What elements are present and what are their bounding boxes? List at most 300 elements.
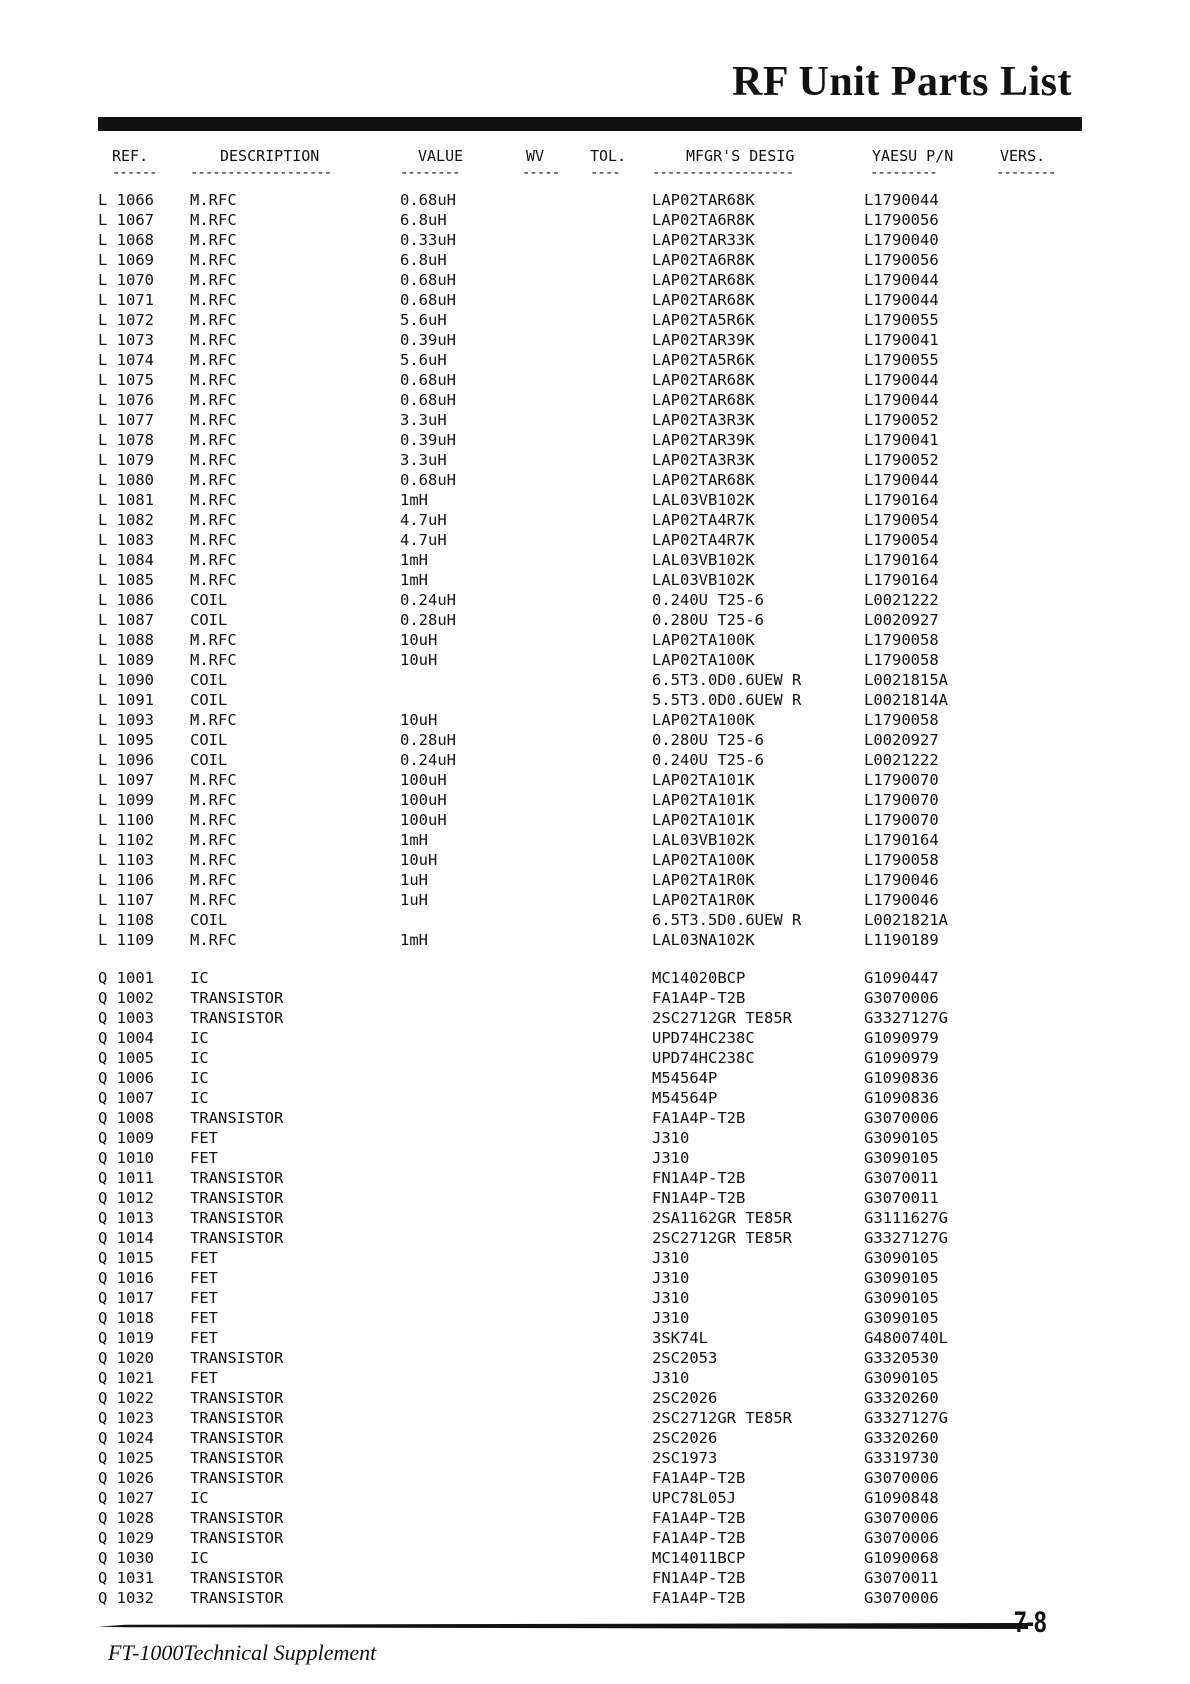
description-cell: COIL — [190, 911, 228, 929]
mfgr-cell: UPD74HC238C — [652, 1029, 755, 1047]
ref-cell: Q 1013 — [98, 1209, 154, 1227]
col-rule-value: -------- — [400, 165, 460, 181]
ref-cell: L 1093 — [98, 711, 154, 729]
table-row — [0, 1588, 1190, 1608]
ref-cell: L 1091 — [98, 691, 154, 709]
table-row — [0, 930, 1190, 950]
ref-cell: L 1099 — [98, 791, 154, 809]
yaesu-pn-cell: G1090979 — [864, 1049, 939, 1067]
yaesu-pn-cell: G3327127G — [864, 1229, 948, 1247]
col-rule-tol: ---- — [590, 165, 620, 181]
yaesu-pn-cell: L1790056 — [864, 211, 939, 229]
table-row — [0, 710, 1190, 730]
description-cell: M.RFC — [190, 531, 237, 549]
ref-cell: L 1089 — [98, 651, 154, 669]
ref-cell: L 1071 — [98, 291, 154, 309]
description-cell: IC — [190, 1069, 209, 1087]
mfgr-cell: FA1A4P-T2B — [652, 1589, 746, 1607]
ref-cell: L 1095 — [98, 731, 154, 749]
ref-cell: L 1066 — [98, 191, 154, 209]
ref-cell: L 1076 — [98, 391, 154, 409]
value-cell: 0.28uH — [400, 731, 456, 749]
description-cell: TRANSISTOR — [190, 1189, 284, 1207]
yaesu-pn-cell: L1790058 — [864, 851, 939, 869]
value-cell: 10uH — [400, 851, 438, 869]
table-row — [0, 550, 1190, 570]
mfgr-cell: LAL03VB102K — [652, 551, 755, 569]
value-cell: 0.68uH — [400, 271, 456, 289]
table-row — [0, 1168, 1190, 1188]
mfgr-cell: LAP02TA6R8K — [652, 211, 755, 229]
mfgr-cell: FN1A4P-T2B — [652, 1569, 746, 1587]
ref-cell: Q 1019 — [98, 1329, 154, 1347]
ref-cell: Q 1006 — [98, 1069, 154, 1087]
yaesu-pn-cell: L0021222 — [864, 751, 939, 769]
table-row — [0, 870, 1190, 890]
table-row — [0, 190, 1190, 210]
table-row — [0, 670, 1190, 690]
ref-cell: Q 1004 — [98, 1029, 154, 1047]
ref-cell: L 1088 — [98, 631, 154, 649]
yaesu-pn-cell: L1790044 — [864, 471, 939, 489]
ref-cell: L 1069 — [98, 251, 154, 269]
description-cell: M.RFC — [190, 811, 237, 829]
mfgr-cell: LAP02TA100K — [652, 651, 755, 669]
description-cell: M.RFC — [190, 411, 237, 429]
yaesu-pn-cell: G4800740L — [864, 1329, 948, 1347]
ref-cell: L 1102 — [98, 831, 154, 849]
mfgr-cell: J310 — [652, 1249, 690, 1267]
mfgr-cell: 0.240U T25-6 — [652, 591, 764, 609]
table-row — [0, 250, 1190, 270]
table-row — [0, 530, 1190, 550]
yaesu-pn-cell: L1790070 — [864, 791, 939, 809]
value-cell: 1mH — [400, 571, 428, 589]
description-cell: TRANSISTOR — [190, 1409, 284, 1427]
table-row — [0, 1268, 1190, 1288]
value-cell: 4.7uH — [400, 511, 447, 529]
description-cell: FET — [190, 1329, 218, 1347]
ref-cell: L 1075 — [98, 371, 154, 389]
yaesu-pn-cell: L1790164 — [864, 831, 939, 849]
table-row — [0, 470, 1190, 490]
yaesu-pn-cell: L0021814A — [864, 691, 948, 709]
mfgr-cell: FA1A4P-T2B — [652, 1509, 746, 1527]
yaesu-pn-cell: G1090979 — [864, 1029, 939, 1047]
yaesu-pn-cell: G3070006 — [864, 989, 939, 1007]
yaesu-pn-cell: L1790058 — [864, 631, 939, 649]
description-cell: M.RFC — [190, 191, 237, 209]
description-cell: M.RFC — [190, 471, 237, 489]
col-rule-mfgr: ------------------- — [652, 165, 794, 181]
ref-cell: Q 1024 — [98, 1429, 154, 1447]
table-row — [0, 910, 1190, 930]
ref-cell: Q 1030 — [98, 1549, 154, 1567]
yaesu-pn-cell: L1790054 — [864, 511, 939, 529]
table-row — [0, 1148, 1190, 1168]
yaesu-pn-cell: G3090105 — [864, 1369, 939, 1387]
table-row — [0, 790, 1190, 810]
mfgr-cell: 2SA1162GR TE85R — [652, 1209, 792, 1227]
value-cell: 100uH — [400, 811, 447, 829]
table-row — [0, 1468, 1190, 1488]
table-row — [0, 1048, 1190, 1068]
ref-cell: Q 1002 — [98, 989, 154, 1007]
yaesu-pn-cell: L1790055 — [864, 311, 939, 329]
yaesu-pn-cell: G3070006 — [864, 1509, 939, 1527]
yaesu-pn-cell: L1790164 — [864, 491, 939, 509]
ref-cell: L 1070 — [98, 271, 154, 289]
table-row — [0, 750, 1190, 770]
table-row — [0, 1428, 1190, 1448]
yaesu-pn-cell: L1790052 — [864, 411, 939, 429]
mfgr-cell: FA1A4P-T2B — [652, 1109, 746, 1127]
ref-cell: Q 1008 — [98, 1109, 154, 1127]
description-cell: FET — [190, 1369, 218, 1387]
description-cell: TRANSISTOR — [190, 1449, 284, 1467]
table-row — [0, 610, 1190, 630]
value-cell: 0.68uH — [400, 291, 456, 309]
ref-cell: L 1108 — [98, 911, 154, 929]
description-cell: M.RFC — [190, 331, 237, 349]
value-cell: 0.24uH — [400, 751, 456, 769]
ref-cell: Q 1025 — [98, 1449, 154, 1467]
value-cell: 10uH — [400, 711, 438, 729]
description-cell: TRANSISTOR — [190, 1229, 284, 1247]
value-cell: 3.3uH — [400, 451, 447, 469]
mfgr-cell: 5.5T3.0D0.6UEW R — [652, 691, 802, 709]
table-row — [0, 1228, 1190, 1248]
mfgr-cell: 2SC2712GR TE85R — [652, 1409, 792, 1427]
ref-cell: L 1073 — [98, 331, 154, 349]
ref-cell: L 1106 — [98, 871, 154, 889]
description-cell: M.RFC — [190, 571, 237, 589]
yaesu-pn-cell: L1790046 — [864, 891, 939, 909]
mfgr-cell: LAP02TAR68K — [652, 291, 755, 309]
description-cell: TRANSISTOR — [190, 1109, 284, 1127]
ref-cell: Q 1010 — [98, 1149, 154, 1167]
description-cell: M.RFC — [190, 251, 237, 269]
yaesu-pn-cell: L0021815A — [864, 671, 948, 689]
yaesu-pn-cell: L1790041 — [864, 331, 939, 349]
value-cell: 10uH — [400, 651, 438, 669]
table-row — [0, 490, 1190, 510]
table-row — [0, 1028, 1190, 1048]
ref-cell: Q 1014 — [98, 1229, 154, 1247]
description-cell: COIL — [190, 611, 228, 629]
mfgr-cell: LAP02TAR39K — [652, 331, 755, 349]
yaesu-pn-cell: G1090836 — [864, 1089, 939, 1107]
col-rule-vers: -------- — [996, 165, 1056, 181]
ref-cell: L 1086 — [98, 591, 154, 609]
table-row — [0, 1008, 1190, 1028]
ref-cell: L 1085 — [98, 571, 154, 589]
ref-cell: Q 1003 — [98, 1009, 154, 1027]
mfgr-cell: LAP02TA5R6K — [652, 311, 755, 329]
table-row — [0, 1108, 1190, 1128]
ref-cell: L 1082 — [98, 511, 154, 529]
yaesu-pn-cell: G1090447 — [864, 969, 939, 987]
mfgr-cell: FN1A4P-T2B — [652, 1169, 746, 1187]
mfgr-cell: LAP02TA101K — [652, 791, 755, 809]
table-row — [0, 988, 1190, 1008]
description-cell: TRANSISTOR — [190, 1589, 284, 1607]
mfgr-cell: UPD74HC238C — [652, 1049, 755, 1067]
table-row — [0, 350, 1190, 370]
mfgr-cell: J310 — [652, 1309, 690, 1327]
table-row — [0, 1288, 1190, 1308]
description-cell: FET — [190, 1129, 218, 1147]
value-cell: 1mH — [400, 491, 428, 509]
mfgr-cell: FA1A4P-T2B — [652, 1529, 746, 1547]
yaesu-pn-cell: G3070011 — [864, 1569, 939, 1587]
yaesu-pn-cell: L0021222 — [864, 591, 939, 609]
description-cell: FET — [190, 1289, 218, 1307]
ref-cell: Q 1001 — [98, 969, 154, 987]
description-cell: M.RFC — [190, 291, 237, 309]
table-row — [0, 1348, 1190, 1368]
col-header-mfgr: MFGR'S DESIG — [686, 147, 795, 165]
table-row — [0, 210, 1190, 230]
description-cell: M.RFC — [190, 491, 237, 509]
table-row — [0, 1448, 1190, 1468]
mfgr-cell: LAP02TA4R7K — [652, 531, 755, 549]
mfgr-cell: LAL03NA102K — [652, 931, 755, 949]
ref-cell: Q 1022 — [98, 1389, 154, 1407]
table-row — [0, 770, 1190, 790]
ref-cell: L 1072 — [98, 311, 154, 329]
mfgr-cell: LAP02TAR68K — [652, 191, 755, 209]
yaesu-pn-cell: L1790044 — [864, 391, 939, 409]
ref-cell: Q 1020 — [98, 1349, 154, 1367]
page-title: RF Unit Parts List — [732, 59, 1072, 105]
description-cell: M.RFC — [190, 851, 237, 869]
table-row — [0, 890, 1190, 910]
mfgr-cell: LAP02TA1R0K — [652, 871, 755, 889]
mfgr-cell: LAP02TA4R7K — [652, 511, 755, 529]
yaesu-pn-cell: L0020927 — [864, 611, 939, 629]
value-cell: 1mH — [400, 831, 428, 849]
description-cell: TRANSISTOR — [190, 1469, 284, 1487]
description-cell: M.RFC — [190, 351, 237, 369]
mfgr-cell: J310 — [652, 1289, 690, 1307]
yaesu-pn-cell: L1790044 — [864, 371, 939, 389]
description-cell: TRANSISTOR — [190, 1349, 284, 1367]
page-number: 7-8 — [1014, 1606, 1047, 1639]
mfgr-cell: 2SC2053 — [652, 1349, 718, 1367]
mfgr-cell: LAP02TA101K — [652, 811, 755, 829]
ref-cell: Q 1018 — [98, 1309, 154, 1327]
value-cell: 3.3uH — [400, 411, 447, 429]
ref-cell: Q 1032 — [98, 1589, 154, 1607]
mfgr-cell: FA1A4P-T2B — [652, 1469, 746, 1487]
ref-cell: Q 1017 — [98, 1289, 154, 1307]
yaesu-pn-cell: L1790056 — [864, 251, 939, 269]
value-cell: 5.6uH — [400, 311, 447, 329]
table-row — [0, 450, 1190, 470]
value-cell: 0.39uH — [400, 331, 456, 349]
ref-cell: L 1081 — [98, 491, 154, 509]
col-header-wv: WV — [526, 147, 545, 165]
description-cell: M.RFC — [190, 651, 237, 669]
table-row — [0, 810, 1190, 830]
col-rule-description: ------------------- — [190, 165, 332, 181]
mfgr-cell: J310 — [652, 1269, 690, 1287]
table-row — [0, 1488, 1190, 1508]
yaesu-pn-cell: L1790041 — [864, 431, 939, 449]
yaesu-pn-cell: G3070006 — [864, 1589, 939, 1607]
header-rule — [98, 117, 1082, 131]
yaesu-pn-cell: L1790070 — [864, 771, 939, 789]
description-cell: TRANSISTOR — [190, 1169, 284, 1187]
mfgr-cell: 2SC1973 — [652, 1449, 718, 1467]
mfgr-cell: 0.280U T25-6 — [652, 731, 764, 749]
yaesu-pn-cell: G3090105 — [864, 1249, 939, 1267]
mfgr-cell: LAP02TAR68K — [652, 471, 755, 489]
yaesu-pn-cell: G3327127G — [864, 1409, 948, 1427]
yaesu-pn-cell: G3090105 — [864, 1149, 939, 1167]
ref-cell: L 1097 — [98, 771, 154, 789]
mfgr-cell: J310 — [652, 1369, 690, 1387]
table-row — [0, 1068, 1190, 1088]
yaesu-pn-cell: L0020927 — [864, 731, 939, 749]
description-cell: M.RFC — [190, 631, 237, 649]
value-cell: 0.33uH — [400, 231, 456, 249]
yaesu-pn-cell: G3319730 — [864, 1449, 939, 1467]
table-row — [0, 510, 1190, 530]
mfgr-cell: UPC78L05J — [652, 1489, 736, 1507]
ref-cell: Q 1029 — [98, 1529, 154, 1547]
mfgr-cell: J310 — [652, 1129, 690, 1147]
yaesu-pn-cell: L1790052 — [864, 451, 939, 469]
mfgr-cell: FA1A4P-T2B — [652, 989, 746, 1007]
table-row — [0, 1308, 1190, 1328]
description-cell: M.RFC — [190, 511, 237, 529]
mfgr-cell: LAL03VB102K — [652, 571, 755, 589]
yaesu-pn-cell: L1790054 — [864, 531, 939, 549]
ref-cell: L 1100 — [98, 811, 154, 829]
description-cell: COIL — [190, 671, 228, 689]
table-row — [0, 1408, 1190, 1428]
value-cell: 5.6uH — [400, 351, 447, 369]
ref-cell: L 1096 — [98, 751, 154, 769]
table-row — [0, 1548, 1190, 1568]
mfgr-cell: M54564P — [652, 1069, 718, 1087]
ref-cell: Q 1027 — [98, 1489, 154, 1507]
description-cell: M.RFC — [190, 931, 237, 949]
yaesu-pn-cell: L1790044 — [864, 191, 939, 209]
description-cell: TRANSISTOR — [190, 1529, 284, 1547]
description-cell: FET — [190, 1249, 218, 1267]
yaesu-pn-cell: G3070011 — [864, 1169, 939, 1187]
ref-cell: L 1103 — [98, 851, 154, 869]
value-cell: 6.8uH — [400, 251, 447, 269]
yaesu-pn-cell: G3090105 — [864, 1309, 939, 1327]
ref-cell: L 1090 — [98, 671, 154, 689]
table-row — [0, 430, 1190, 450]
value-cell: 10uH — [400, 631, 438, 649]
yaesu-pn-cell: L1790055 — [864, 351, 939, 369]
description-cell: IC — [190, 1489, 209, 1507]
description-cell: FET — [190, 1149, 218, 1167]
table-row — [0, 230, 1190, 250]
mfgr-cell: 3SK74L — [652, 1329, 708, 1347]
yaesu-pn-cell: L1790070 — [864, 811, 939, 829]
description-cell: COIL — [190, 691, 228, 709]
mfgr-cell: LAL03VB102K — [652, 831, 755, 849]
table-row — [0, 690, 1190, 710]
mfgr-cell: LAP02TAR33K — [652, 231, 755, 249]
yaesu-pn-cell: L1790058 — [864, 711, 939, 729]
yaesu-pn-cell: G3111627G — [864, 1209, 948, 1227]
yaesu-pn-cell: G3070011 — [864, 1189, 939, 1207]
value-cell: 0.68uH — [400, 471, 456, 489]
col-rule-yaesu: --------- — [870, 165, 937, 181]
mfgr-cell: LAP02TAR68K — [652, 391, 755, 409]
mfgr-cell: LAP02TA5R6K — [652, 351, 755, 369]
description-cell: M.RFC — [190, 271, 237, 289]
description-cell: IC — [190, 1029, 209, 1047]
mfgr-cell: 2SC2026 — [652, 1429, 718, 1447]
description-cell: M.RFC — [190, 211, 237, 229]
yaesu-pn-cell: L1790046 — [864, 871, 939, 889]
col-header-tol: TOL. — [590, 147, 627, 165]
ref-cell: L 1068 — [98, 231, 154, 249]
ref-cell: L 1079 — [98, 451, 154, 469]
table-row — [0, 1328, 1190, 1348]
table-row — [0, 1508, 1190, 1528]
table-row — [0, 290, 1190, 310]
yaesu-pn-cell: G3090105 — [864, 1269, 939, 1287]
ref-cell: Q 1012 — [98, 1189, 154, 1207]
description-cell: M.RFC — [190, 871, 237, 889]
yaesu-pn-cell: L1790058 — [864, 651, 939, 669]
ref-cell: Q 1026 — [98, 1469, 154, 1487]
col-header-ref: REF. — [112, 147, 149, 165]
ref-cell: L 1083 — [98, 531, 154, 549]
table-row — [0, 1208, 1190, 1228]
description-cell: M.RFC — [190, 371, 237, 389]
table-row — [0, 270, 1190, 290]
table-row — [0, 630, 1190, 650]
table-row — [0, 1128, 1190, 1148]
mfgr-cell: LAL03VB102K — [652, 491, 755, 509]
yaesu-pn-cell: G3320260 — [864, 1389, 939, 1407]
description-cell: M.RFC — [190, 791, 237, 809]
description-cell: COIL — [190, 751, 228, 769]
mfgr-cell: M54564P — [652, 1089, 718, 1107]
ref-cell: L 1080 — [98, 471, 154, 489]
mfgr-cell: 6.5T3.5D0.6UEW R — [652, 911, 802, 929]
yaesu-pn-cell: L1190189 — [864, 931, 939, 949]
description-cell: TRANSISTOR — [190, 1009, 284, 1027]
ref-cell: L 1084 — [98, 551, 154, 569]
ref-cell: L 1074 — [98, 351, 154, 369]
value-cell: 1mH — [400, 931, 428, 949]
description-cell: M.RFC — [190, 891, 237, 909]
col-header-value: VALUE — [418, 147, 464, 165]
value-cell: 0.39uH — [400, 431, 456, 449]
yaesu-pn-cell: L1790164 — [864, 571, 939, 589]
footer-rule — [98, 1623, 1028, 1629]
yaesu-pn-cell: G3320530 — [864, 1349, 939, 1367]
mfgr-cell: 0.240U T25-6 — [652, 751, 764, 769]
value-cell: 0.24uH — [400, 591, 456, 609]
yaesu-pn-cell: L1790040 — [864, 231, 939, 249]
yaesu-pn-cell: L1790044 — [864, 291, 939, 309]
yaesu-pn-cell: G3090105 — [864, 1289, 939, 1307]
table-row — [0, 1568, 1190, 1588]
